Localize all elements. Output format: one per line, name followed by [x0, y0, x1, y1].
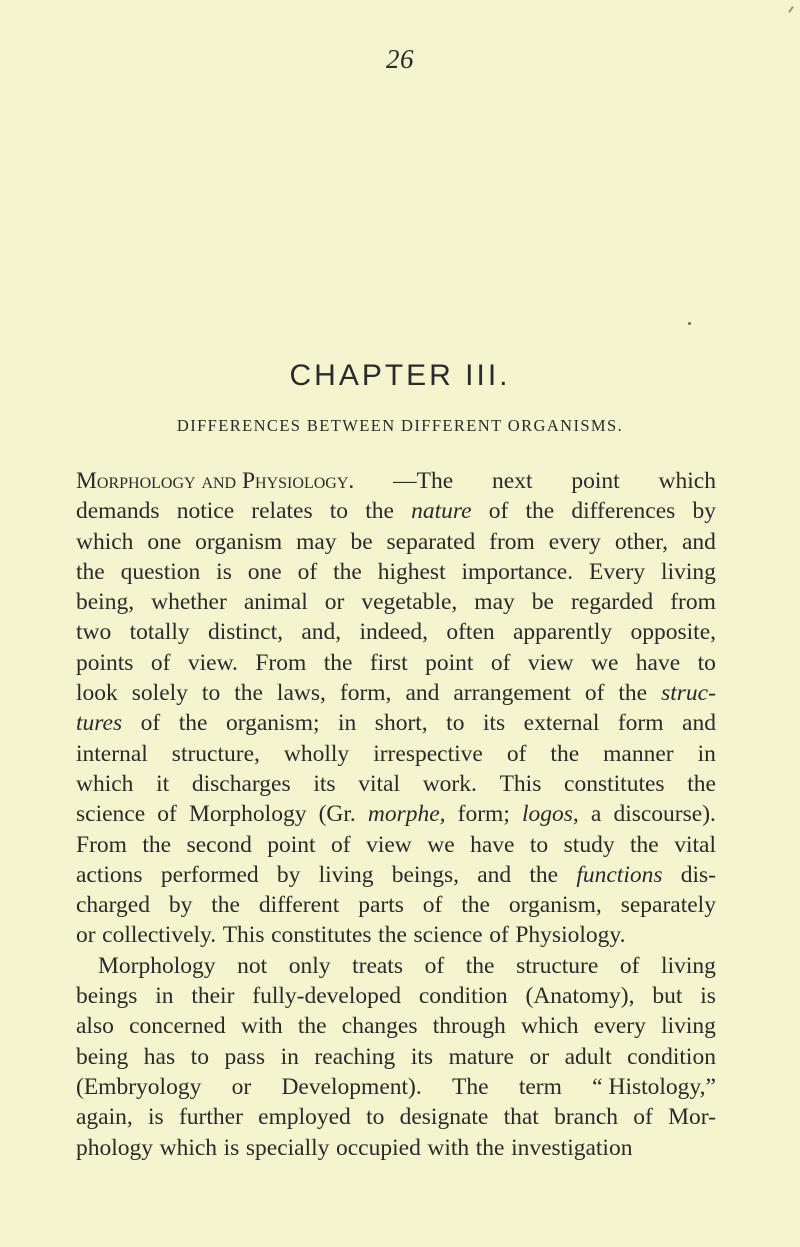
word: the — [76, 558, 105, 585]
word: view — [527, 649, 574, 676]
word: its — [482, 710, 506, 737]
word: have — [470, 831, 515, 858]
paragraph — [76, 466, 716, 951]
word: is — [216, 558, 232, 585]
word: or — [529, 1043, 550, 1070]
word: specially — [245, 1134, 330, 1161]
word: may — [296, 528, 337, 555]
text-line — [76, 466, 716, 496]
text-line — [76, 951, 716, 981]
word: of — [157, 801, 177, 828]
word: the — [211, 892, 240, 919]
text-line — [76, 496, 716, 526]
word: apparently — [512, 619, 613, 646]
word: or — [324, 589, 345, 616]
word: This — [499, 770, 542, 797]
word: is — [148, 1104, 164, 1131]
word: points — [76, 649, 134, 676]
word: form, — [339, 680, 392, 707]
chapter-title: CHAPTER III. — [289, 359, 511, 393]
word: has — [143, 1043, 176, 1070]
word: adult — [564, 1043, 612, 1070]
word: science — [76, 801, 146, 828]
word: irrespective — [373, 740, 483, 767]
word: The — [452, 1073, 489, 1100]
word: concerned — [129, 1013, 226, 1040]
word: logos, — [521, 801, 579, 828]
word: branch — [554, 1104, 619, 1131]
word: occupied — [336, 1134, 421, 1161]
word: every — [548, 528, 601, 555]
word: designate — [399, 1104, 489, 1131]
word: often — [446, 619, 495, 646]
word: the — [465, 952, 495, 979]
word: notice — [176, 498, 235, 525]
word: living — [661, 1013, 716, 1040]
word: wholly — [283, 740, 350, 767]
word: of — [488, 498, 509, 525]
word: separately — [620, 892, 716, 919]
text-line — [76, 617, 716, 647]
text-line — [76, 1011, 716, 1041]
word: different — [258, 892, 340, 919]
text-line — [76, 981, 716, 1011]
word: the — [323, 649, 353, 676]
word: constitutes — [271, 922, 372, 949]
word: form — [617, 710, 664, 737]
word: whether — [151, 589, 227, 616]
word: of — [297, 558, 318, 585]
page-number: 26 — [386, 44, 414, 74]
word: vegetable, — [361, 589, 458, 616]
word: charged — [76, 892, 150, 919]
word: term — [518, 1073, 562, 1100]
word: work. — [422, 770, 477, 797]
word: Mor- — [668, 1104, 716, 1131]
text-line — [76, 557, 716, 587]
word: vital — [358, 770, 401, 797]
word: from — [489, 528, 535, 555]
word: not — [237, 952, 268, 979]
word: actions — [76, 861, 143, 888]
word: to — [446, 710, 465, 737]
word: to — [329, 498, 349, 525]
word: the — [630, 831, 659, 858]
word: separated — [386, 528, 476, 555]
word: indeed, — [359, 619, 429, 646]
word: second — [186, 831, 252, 858]
word: which — [76, 770, 134, 797]
word: be — [350, 528, 373, 555]
word: vital — [674, 831, 716, 858]
word: struc- — [661, 680, 716, 707]
word: the — [378, 922, 407, 949]
word: further — [178, 1104, 243, 1131]
word: it — [156, 770, 170, 797]
word: the — [234, 680, 263, 707]
word: regarded — [570, 589, 654, 616]
word: is — [700, 983, 716, 1010]
word: may — [474, 589, 515, 616]
word: but — [652, 983, 683, 1010]
word: the — [618, 680, 648, 707]
word: relates — [251, 498, 313, 525]
word: manner — [603, 740, 674, 767]
text-line — [76, 860, 716, 890]
word: view — [366, 831, 412, 858]
word: distinct, — [207, 619, 284, 646]
word: its — [410, 1043, 434, 1070]
word: be — [531, 589, 554, 616]
word: science — [413, 922, 483, 949]
word: external — [523, 710, 600, 737]
word: or — [231, 1073, 252, 1100]
word: only — [288, 952, 331, 979]
word: of — [584, 680, 605, 707]
word: first — [369, 649, 408, 676]
word: mature — [448, 1043, 514, 1070]
word: investigation — [511, 1134, 633, 1161]
word: organism, — [508, 892, 602, 919]
word: Development). — [281, 1073, 422, 1100]
word: parts — [358, 892, 404, 919]
word: beings — [76, 983, 138, 1010]
word: and — [477, 861, 512, 888]
word: functions — [576, 861, 663, 888]
text-line — [76, 527, 716, 557]
word: we — [427, 831, 455, 858]
word: internal — [76, 740, 148, 767]
word: in — [697, 740, 716, 767]
word: structure, — [171, 740, 260, 767]
word: through — [432, 1013, 506, 1040]
word: point — [571, 468, 620, 494]
word: living — [318, 861, 374, 888]
word: short, — [374, 710, 428, 737]
word: employed — [258, 1104, 351, 1131]
word: —The — [393, 468, 454, 494]
text-line — [76, 769, 716, 799]
word: solely — [131, 680, 188, 707]
word: we — [590, 649, 619, 676]
print-speck — [688, 322, 691, 325]
word: which — [76, 528, 134, 555]
word: differences — [571, 498, 676, 525]
word: two — [76, 619, 112, 646]
word: animal — [243, 589, 308, 616]
word: of — [422, 892, 443, 919]
word: with — [240, 1013, 283, 1040]
word: to — [366, 1104, 385, 1131]
text-line — [76, 739, 716, 769]
word: to — [201, 680, 221, 707]
word: have — [635, 649, 681, 676]
word: other, — [614, 528, 669, 555]
word: and — [682, 710, 716, 737]
word: the — [142, 831, 172, 858]
word: to — [529, 831, 549, 858]
word: every — [593, 1013, 646, 1040]
text-line — [76, 799, 716, 829]
word: discharges — [191, 770, 291, 797]
word: point — [267, 831, 316, 858]
word: laws, — [276, 680, 326, 707]
word: the — [461, 892, 490, 919]
text-line — [76, 648, 716, 678]
word: Morphology and Physiology. — [76, 468, 355, 494]
word: the — [365, 498, 394, 525]
word: Morphology — [98, 952, 216, 979]
word: to — [190, 1043, 209, 1070]
word: which — [521, 1013, 579, 1040]
word: treats — [352, 952, 403, 979]
text-line — [76, 587, 716, 617]
word: being, — [76, 589, 135, 616]
word: form; — [457, 801, 510, 828]
word: From — [255, 649, 307, 676]
word: with — [427, 1134, 470, 1161]
word: of — [489, 922, 509, 949]
word: point — [425, 649, 474, 676]
word: importance. — [461, 558, 574, 585]
margin-mark — [788, 6, 794, 13]
word: by — [692, 498, 716, 525]
word: of — [619, 952, 640, 979]
word: constitutes — [564, 770, 665, 797]
word: by — [276, 861, 301, 888]
word: is — [223, 1134, 240, 1161]
word: question — [120, 558, 201, 585]
word: that — [503, 1104, 539, 1131]
word: in — [155, 983, 174, 1010]
word: living — [661, 558, 716, 585]
word: one — [147, 528, 182, 555]
word: a — [590, 801, 602, 828]
paragraph — [76, 951, 716, 1163]
word: nature — [411, 498, 472, 525]
word: arrangement — [453, 680, 571, 707]
word: one — [247, 558, 282, 585]
text-line — [76, 678, 716, 708]
word: fully-developed — [252, 983, 402, 1010]
word: structure — [516, 952, 599, 979]
text-line — [76, 1072, 716, 1102]
text-line — [76, 1102, 716, 1132]
word: living — [661, 952, 716, 979]
chapter-subtitle: DIFFERENCES BETWEEN DIFFERENT ORGANISMS. — [176, 416, 624, 435]
word: of — [506, 740, 527, 767]
word: (Anatomy), — [525, 983, 635, 1010]
word: organism — [195, 528, 283, 555]
word: changes — [341, 1013, 418, 1040]
text-line — [76, 708, 716, 738]
word: This — [222, 922, 265, 949]
word: to — [697, 649, 716, 676]
word: the — [525, 498, 555, 525]
word: by — [168, 892, 193, 919]
word: dis- — [680, 861, 716, 888]
text-line — [76, 830, 716, 860]
word: the — [178, 710, 208, 737]
text-line — [76, 1133, 716, 1163]
word: view. — [187, 649, 238, 676]
word: of — [331, 831, 351, 858]
word: reaching — [314, 1043, 396, 1070]
word: which — [159, 1134, 218, 1161]
word: totally — [129, 619, 190, 646]
word: the — [687, 770, 716, 797]
word: and — [405, 680, 440, 707]
word: collectively. — [102, 922, 217, 949]
word: or — [76, 922, 96, 949]
word: and — [681, 528, 716, 555]
word: phology — [76, 1134, 154, 1161]
word: discourse). — [613, 801, 716, 828]
word: from — [670, 589, 716, 616]
word: of — [140, 710, 161, 737]
text-line — [76, 1042, 716, 1072]
word: of — [150, 649, 171, 676]
word: the — [475, 1134, 505, 1161]
word: demands — [76, 498, 160, 525]
word: and, — [301, 619, 342, 646]
word: condition — [418, 983, 508, 1010]
word: also — [76, 1013, 114, 1040]
word: of — [424, 952, 445, 979]
word: of — [633, 1104, 653, 1131]
word: Physiology. — [515, 922, 626, 949]
text-line — [76, 920, 716, 950]
word: highest — [377, 558, 446, 585]
word: Every — [589, 558, 646, 585]
word: Morphology — [188, 801, 307, 828]
word: condition — [627, 1043, 716, 1070]
word: in — [338, 710, 357, 737]
word: morphe, — [367, 801, 446, 828]
word: organism; — [225, 710, 320, 737]
word: again, — [76, 1104, 133, 1131]
word: in — [280, 1043, 299, 1070]
word: “ Histology,” — [592, 1073, 716, 1100]
word: the — [529, 861, 559, 888]
word: performed — [160, 861, 259, 888]
word: From — [76, 831, 127, 858]
word: of — [490, 649, 511, 676]
word: (Embryology — [76, 1073, 202, 1100]
word: their — [191, 983, 235, 1010]
word: pass — [224, 1043, 265, 1070]
body-text — [76, 466, 716, 1163]
word: next — [492, 468, 533, 494]
word: which — [658, 468, 716, 494]
word: the — [297, 1013, 327, 1040]
word: tures — [76, 710, 123, 737]
word: the — [333, 558, 362, 585]
word: (Gr. — [318, 801, 356, 828]
word: its — [313, 770, 336, 797]
word: study — [563, 831, 615, 858]
word: the — [550, 740, 580, 767]
word: opposite, — [630, 619, 716, 646]
word: being — [76, 1043, 129, 1070]
word: beings, — [391, 861, 459, 888]
word: look — [76, 680, 118, 707]
text-line — [76, 890, 716, 920]
